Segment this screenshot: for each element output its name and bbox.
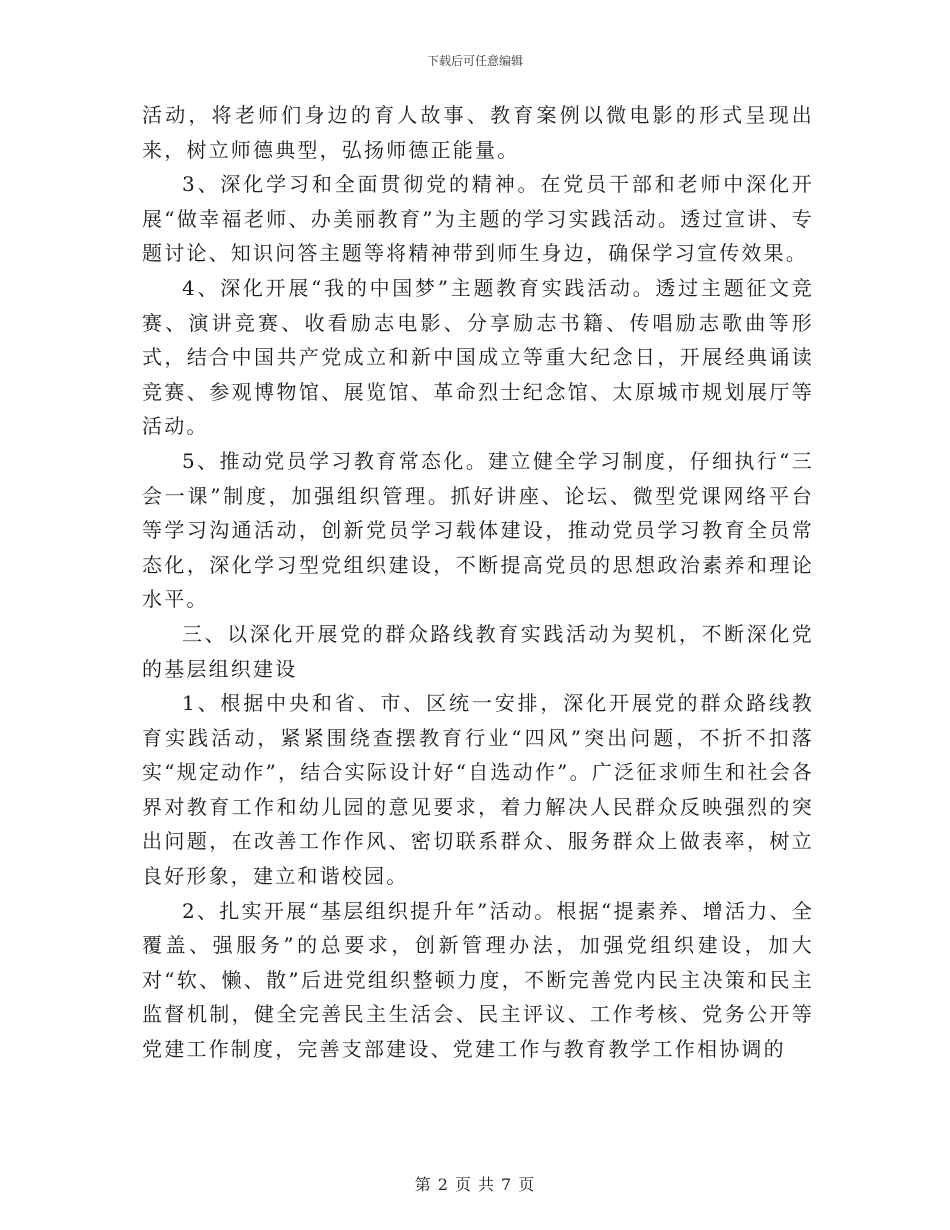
document-body <box>142 98 814 1067</box>
paragraph-3: 4、深化开展“我的中国梦”主题教育实践活动。透过主题征文竞赛、演讲竞赛、收看励志电影、分享励志书籍、传唱励志歌曲等形式，结合中国共产党成立和新中国成立等重大纪念日，开展经典诵读竞赛、参观博物馆、展览馆、革命烈士纪念馆、太原城市规划展厅等活动。 <box>142 275 814 439</box>
paragraph-2: 3、深化学习和全面贯彻党的精神。在党员干部和老师中深化开展“做幸福老师、办美丽教育”为主题的学习实践活动。透过宣讲、专题讨论、知识问答主题等将精神带到师生身边，确保学习宣传效果。 <box>142 172 814 266</box>
page-label-mid: 页 共 <box>454 1175 496 1194</box>
page-header: 下载后可任意编辑 <box>426 54 523 68</box>
paragraph-5: 1、根据中央和省、市、区统一安排，深化开展党的群众路线教育实践活动，紧紧围绕查摆教育行业“四风”突出问题，不折不扣落实“规定动作”，结合实际设计好“自选动作”。广泛征求师生和社会各界对教育工作和幼儿园的意见要求，着力解决人民群众反映强烈的突出问题，在改善工作作风、密切联系群众、服务群众上做表率，树立良好形象，建立和谐校园。 <box>142 691 814 889</box>
paragraph-4: 5、推动党员学习教育常态化。建立健全学习制度，仔细执行“三会一课”制度，加强组织管理。抓好讲座、论坛、微型党课网络平台等学习沟通活动，创新党员学习载体建设，推动党员学习教育全员常态化，深化学习型党组织建设，不断提高党员的思想政治素养和理论水平。 <box>142 448 814 612</box>
section-heading-3: 三、以深化开展党的群众路线教育实践活动为契机，不断深化党的基层组织建设 <box>142 621 814 681</box>
current-page-number: 2 <box>437 1175 449 1194</box>
page-label-suffix: 页 <box>518 1175 536 1194</box>
page-label-prefix: 第 <box>414 1175 432 1194</box>
paragraph-6: 2、扎实开展“基层组织提升年”活动。根据“提素养、增活力、全覆盖、强服务”的总要求，创新管理办法，加强党组织建设，加大对“软、懒、散”后进党组织整顿力度，不断完善党内民主决策和民主监督机制，健全完善民主生活会、民主评议、工作考核、党务公开等党建工作制度，完善支部建设、党建工作与教育教学工作相协调的 <box>142 898 814 1062</box>
total-pages-number: 7 <box>501 1175 513 1194</box>
page-footer <box>0 1172 950 1195</box>
paragraph-1: 活动，将老师们身边的育人故事、教育案例以微电影的形式呈现出来，树立师德典型，弘扬师德正能量。 <box>142 103 814 162</box>
